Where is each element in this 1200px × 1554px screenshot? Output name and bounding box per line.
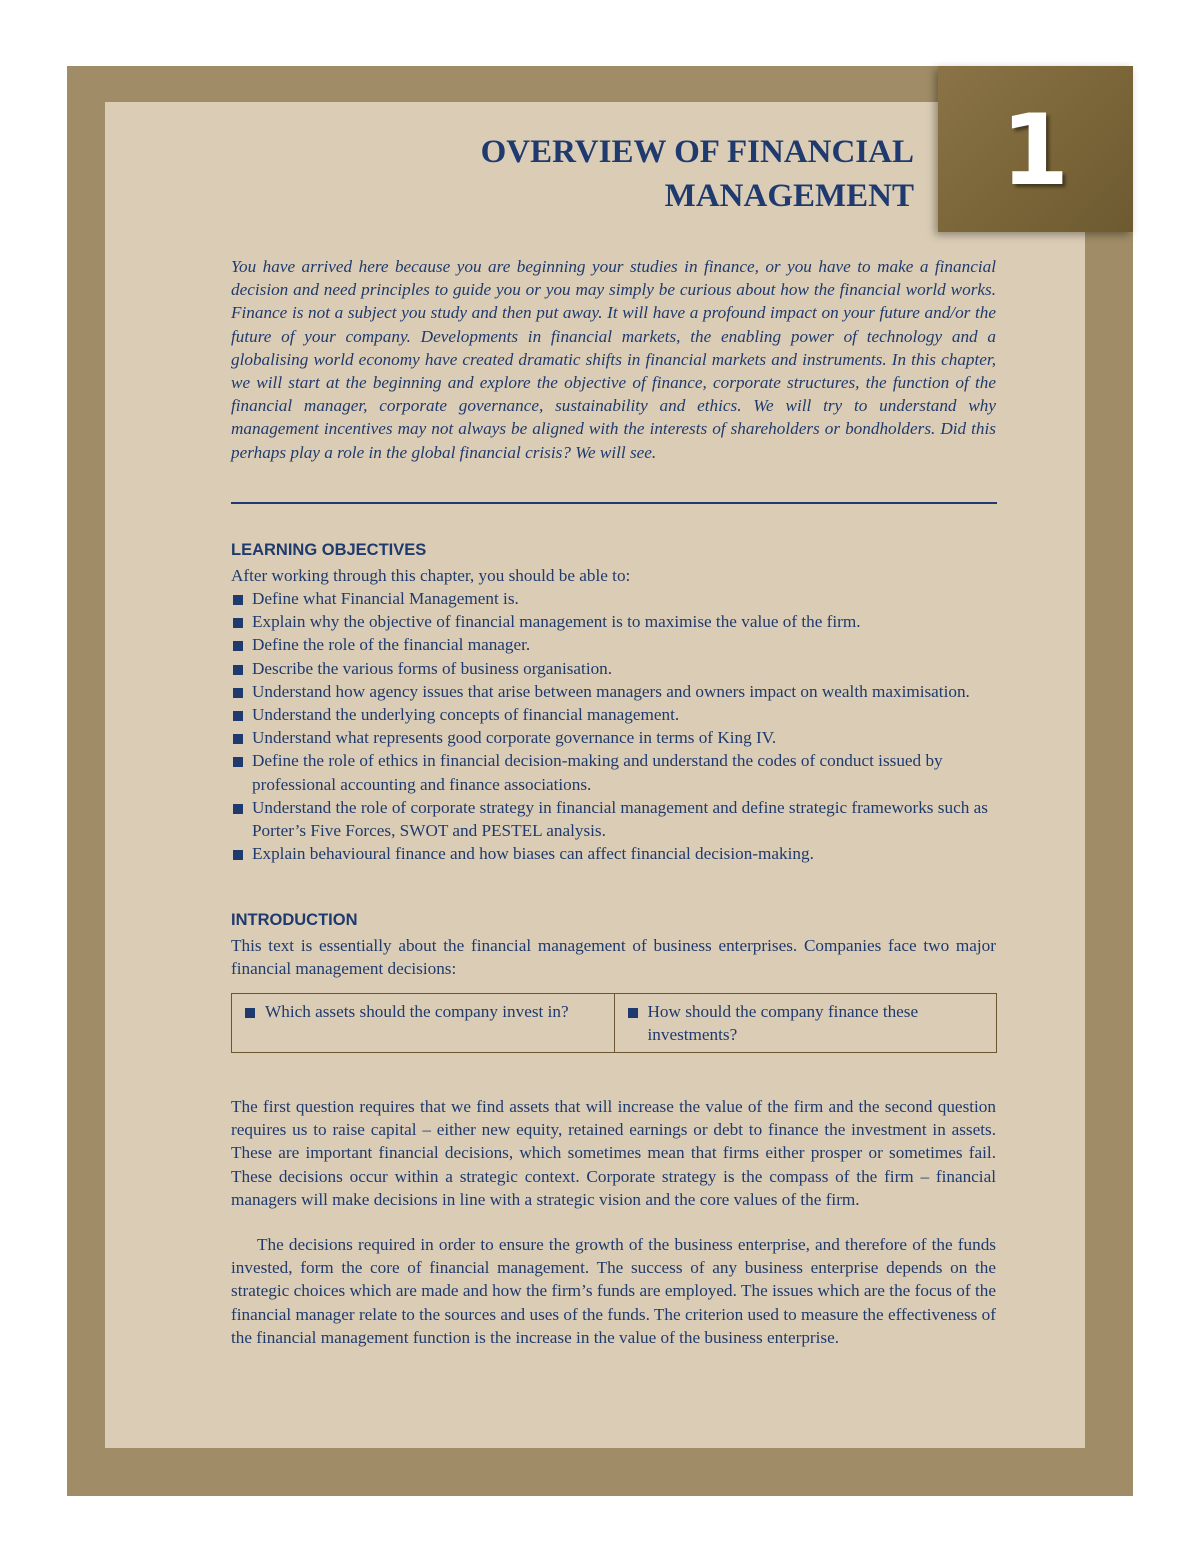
body-paragraph-1: The first question requires that we find assets that will increase the value of the firm and the second question requires us to raise capital – either new equity, retained earnings or debt to finance the investment in assets. These are important financial decisions, which sometimes mean that firms either prosper or sometimes fail. These decisions occur within a strategic context. Corporate strategy is the compass of the firm – financial managers will make decisions in line with a strategic vision and the core values of the firm. (231, 1097, 996, 1209)
chapter-intro: You have arrived here because you are beginning your studies in finance, or you have to make a financial decision and need principles to guide you or you may simply be curious about how the financial world works. Finance is not a subject you study and then put away. It will have a profound impact on your future and/or the future of your company. Developments in financial markets, the enabling power of technology and a globalising world economy have created dramatic shifts in financial markets and instruments. In this chapter, we will start at the beginning and explore the objective of finance, corporate structures, the function of the financial manager, corporate governance, sustainability and ethics. We will try to understand why management incentives may not always be aligned with the interests of shareholders or bondholders. Did this perhaps play a role in the global financial crisis? We will see. (231, 257, 996, 462)
list-item (231, 610, 996, 633)
list-item (231, 633, 996, 656)
objective-text: Understand the underlying concepts of financial management. (252, 705, 680, 725)
square-bullet-icon (628, 1008, 638, 1018)
objective-text: Describe the various forms of business organisation. (252, 658, 613, 678)
list-item (231, 796, 996, 842)
square-bullet-icon (233, 804, 243, 814)
learning-objectives-lead: After working through this chapter, you should be able to: (231, 566, 631, 585)
square-bullet-icon (233, 665, 243, 675)
list-item (231, 726, 996, 749)
divider (231, 502, 997, 504)
objective-text: Explain behavioural finance and how biases can affect financial decision-making. (252, 844, 814, 864)
list-item (231, 842, 996, 865)
decision-text: How should the company finance these investments? (647, 1002, 919, 1045)
objective-text: Explain why the objective of financial management is to maximise the value of the firm. (252, 612, 861, 632)
list-item (231, 703, 996, 726)
objective-text: Understand how agency issues that arise between managers and owners impact on wealth maximisation. (252, 681, 970, 701)
chapter-title (354, 130, 914, 218)
introduction-paragraph: This text is essentially about the financial management of business enterprises. Companies face two major financial management decisions: (231, 936, 996, 979)
chapter-number: 1 (1000, 94, 1070, 208)
list-item (231, 657, 996, 680)
chapter-title-line-1: OVERVIEW OF FINANCIAL (480, 134, 914, 170)
objective-text: Define what Financial Management is. (252, 589, 519, 608)
list-item (231, 587, 996, 610)
objective-text: Understand the role of corporate strategy in financial management and define strategic frameworks such as Porter’s Five Forces, SWOT and PESTEL analysis. (252, 797, 988, 841)
decision-cell-finance (614, 994, 997, 1052)
decision-cell-invest (232, 994, 614, 1052)
square-bullet-icon (233, 618, 243, 628)
introduction-heading: INTRODUCTION (231, 911, 358, 929)
square-bullet-icon (233, 641, 243, 651)
square-bullet-icon (233, 711, 243, 721)
square-bullet-icon (245, 1008, 255, 1018)
square-bullet-icon (233, 757, 243, 767)
objective-text: Define the role of the financial manager. (252, 635, 531, 655)
square-bullet-icon (233, 734, 243, 744)
square-bullet-icon (233, 688, 243, 698)
list-item (231, 749, 996, 795)
list-item (231, 680, 996, 703)
chapter-title-line-2: MANAGEMENT (664, 178, 914, 214)
body-paragraph-2: The decisions required in order to ensure the growth of the business enterprise, and therefore of the funds invested, form the core of financial management. The success of any business enterprise depends on the strategic choices which are made and how the firm’s funds are employed. The issues which are the focus of the financial manager relate to the sources and uses of the funds. The criterion used to measure the effectiveness of the financial management function is the increase in the value of the business enterprise. (231, 1235, 996, 1347)
square-bullet-icon (233, 850, 243, 860)
decision-text: Which assets should the company invest in? (265, 1002, 569, 1021)
learning-objectives-heading: LEARNING OBJECTIVES (231, 541, 427, 559)
square-bullet-icon (233, 595, 243, 605)
objective-text: Understand what represents good corporate governance in terms of King IV. (252, 728, 777, 748)
objective-text: Define the role of ethics in financial decision-making and understand the codes of conduct issued by professional accounting and finance associations. (252, 751, 943, 794)
learning-objectives-list (231, 587, 996, 865)
decisions-box (231, 993, 997, 1053)
